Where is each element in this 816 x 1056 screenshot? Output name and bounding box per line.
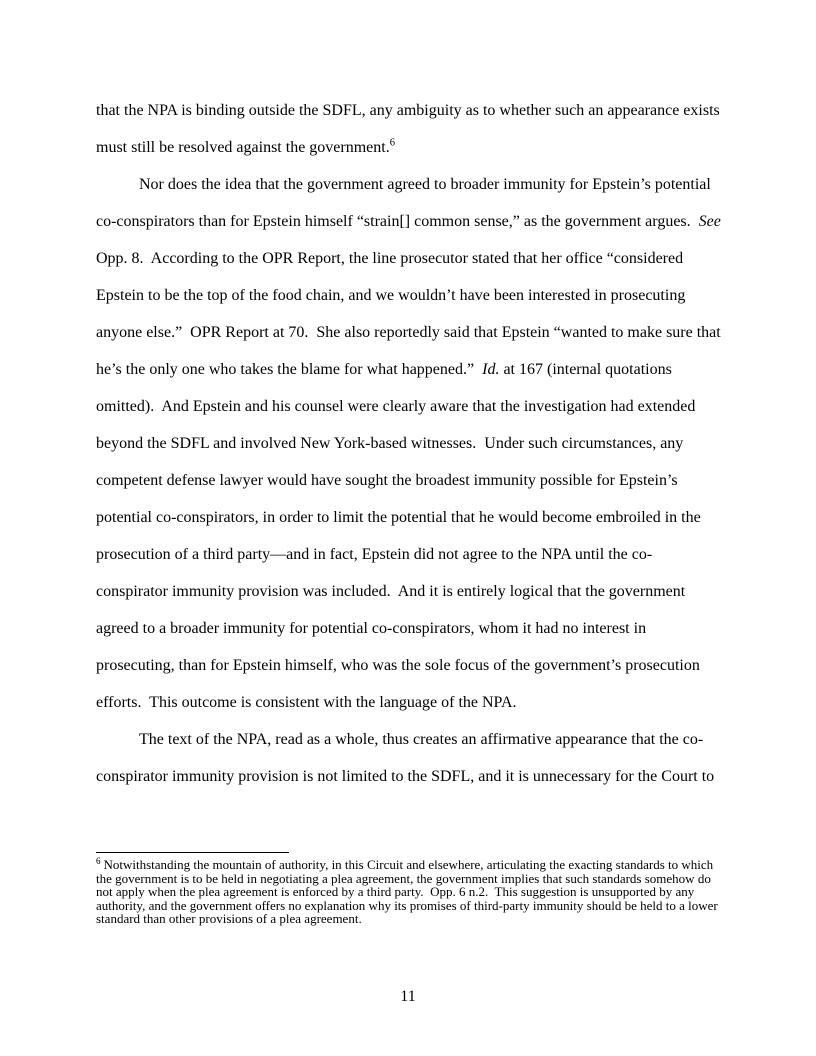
- footnote-body: Notwithstanding the mountain of authority, in this Circuit and elsewhere, articulating the exacting standards to which the government is to be held in negotiating a plea agreement, the government implies that such standards somehow do not apply when the plea agreement is enforced by a third party. Opp. 6 n.2. This suggestion is unsupported by any authority, and the government offers no explanation why its promises of third-party immunity should be held to a lower standard than other provisions of a plea agreement.: [96, 857, 721, 926]
- body-paragraph: [96, 92, 723, 166]
- footnote-reference: 6: [389, 137, 395, 149]
- body-paragraph: [96, 721, 723, 795]
- text-run: at 167 (internal quotations omitted). And Epstein and his counsel were clearly aware that the investigation had extended beyond the SDFL and involved New York-based witnesses. Under such circumstances, any competent defense lawyer would have sought the broadest immunity possible for Epstein’s potential co-conspirators, in order to limit the potential that he would become embroiled in the prosecution of a third party—and in fact, Epstein did not agree to the NPA until the co-conspirator immunity provision was included. And it is entirely logical that the government agreed to a broader immunity for potential co-conspirators, whom it had no interest in prosecuting, than for Epstein himself, who was the sole focus of the government’s prosecution efforts. This outcome is consistent with the language of the NPA.: [96, 361, 705, 711]
- text-run: that the NPA is binding outside the SDFL, any ambiguity as to whether such an appearance exists must still be resolved against the government.: [96, 102, 724, 156]
- footnote-text: [96, 855, 723, 926]
- footnote-marker: 6: [96, 855, 101, 866]
- italic-citation: See: [698, 213, 721, 230]
- document-body: [96, 92, 723, 795]
- footnote-section: [96, 852, 723, 926]
- italic-citation: Id.: [482, 361, 500, 378]
- text-run: Opp. 8. According to the OPR Report, the line prosecutor stated that her office “considered Epstein to be the top of the food chain, and we wouldn’t have been interested in prosecuting anyone else.” OPR Report at 70. She also reportedly said that Epstein “wanted to make sure that he’s the only one who takes the blame for what happened.”: [96, 213, 725, 378]
- text-run: Nor does the idea that the government agreed to broader immunity for Epstein’s potential co-conspirators than for Epstein himself “strain[] common sense,” as the government argues.: [96, 176, 715, 230]
- footnote-separator-rule: [96, 852, 289, 853]
- page-number: 11: [400, 988, 416, 1005]
- body-paragraph: [96, 166, 723, 721]
- text-run: The text of the NPA, read as a whole, thus creates an affirmative appearance that the co-conspirator immunity provision is not limited to the SDFL, and it is unnecessary for the Court to: [96, 731, 715, 785]
